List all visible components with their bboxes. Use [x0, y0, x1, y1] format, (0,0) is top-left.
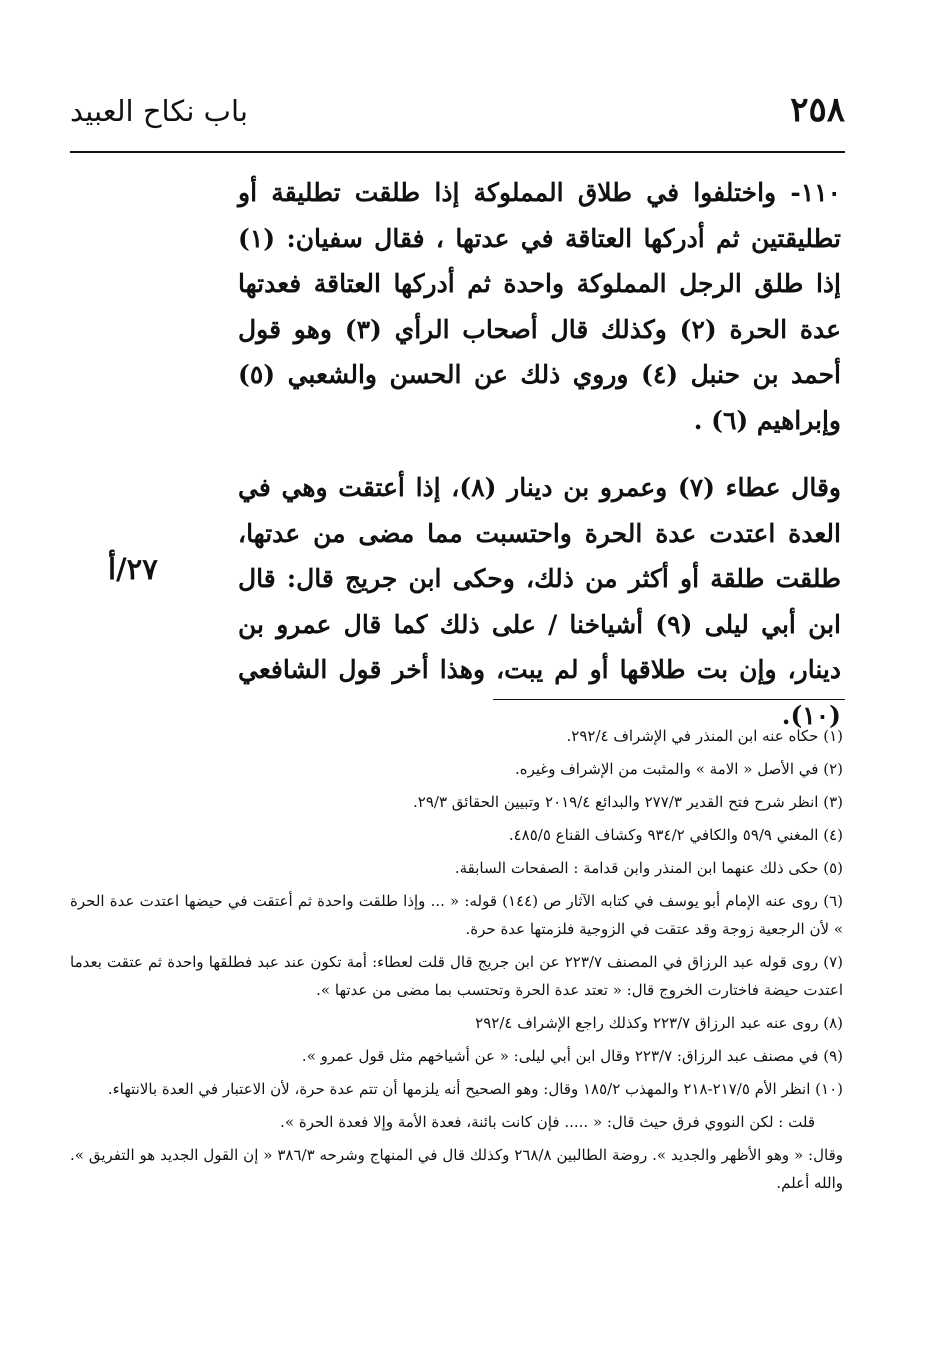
footnote-6: (٦) روى عنه الإمام أبو يوسف في كتابه الآثار ص (١٤٤) قوله: « ... وإذا طلقت واحدة ثم أعتقت في حيضها اعتدت عدة الحرة » لأن الرجعية زوجة وقد عتقت في الزوجية فلزمتها عدة حرة. — [70, 892, 843, 938]
footnote-10-continuation: وقال: « وهو الأظهر والجديد ». روضة الطالبين ٢٦٨/٨ وكذلك قال في المنهاج وشرحه ٣٨٦/٣ « إن القول الجديد هو التفريق ». والله أعلم. — [70, 1146, 843, 1192]
page-header — [70, 88, 845, 148]
manuscript-folio-marker: ٢٧/أ — [108, 552, 158, 586]
footnote-1: (١) حكاه عنه ابن المنذر في الإشراف ٢٩٢/٤. — [566, 727, 843, 745]
footnote-divider — [493, 699, 845, 700]
page-number: ٢٥٨ — [790, 90, 845, 130]
main-text — [238, 170, 841, 738]
footnote-3: (٣) انظر شرح فتح القدير ٢٧٧/٣ والبدائع ٢٠١٩/٤ وتبيين الحقائق ٢٩/٣. — [413, 793, 843, 811]
paragraph-110: ١١٠- واختلفوا في طلاق المملوكة إذا طلقت تطليقة أو تطليقتين ثم أدركها العتاقة في عدتها ، فقال سفيان: (١) إذا طلق الرجل المملوكة واحدة ثم أدركها العتاقة فعدتها عدة الحرة (٢) وكذلك قال أصحاب الرأي (٣) وهو قول أحمد بن حنبل (٤) وروي ذلك عن الحسن والشعبي (٥) وإبراهيم (٦) . — [238, 178, 842, 435]
footnote-10: (١٠) انظر الأم ٢١٧/٥-٢١٨ والمهذب ١٨٥/٢ وقال: وهو الصحيح أنه يلزمها أن تتم عدة حرة، لأن الاعتبار في العدة بالانتهاء. — [107, 1080, 843, 1098]
footnote-10-remark: قلت : لكن النووي فرق حيث قال: « ..... فإن كانت بائنة، فعدة الأمة وإلا فعدة الحرة ». — [280, 1113, 815, 1131]
footnote-9: (٩) في مصنف عبد الرزاق: ٢٢٣/٧ وقال ابن أبي ليلى: « عن أشياخهم مثل قول عمرو ». — [301, 1047, 843, 1065]
header-divider — [70, 151, 845, 153]
footnote-7: (٧) روى قوله عبد الرزاق في المصنف ٢٢٣/٧ عن ابن جريج قال قلت لعطاء: أمة تكون عند عبد فطلقها واحدة ثم عتقت بعدما اعتدت حيضة فاختارت الخروج قال: « تعتد عدة الحرة وتحتسب بما مضى من عدتها ». — [70, 953, 843, 999]
footnotes — [70, 722, 843, 1202]
paragraph-continuation: وقال عطاء (٧) وعمرو بن دينار (٨)، إذا أعتقت وهي في العدة اعتدت عدة الحرة واحتسبت مما مضى من عدتها، طلقت طلقة أو أكثر من ذلك، وحكى ابن جريج قال: قال ابن أبي ليلى (٩) أشياخنا / على ذلك كما قال عمرو بن دينار، وإن بت طلاقها أو لم يبت، وهذا أخر قول الشافعي (١٠). — [238, 473, 842, 730]
running-title: باب نكاح العبيد — [70, 94, 248, 128]
footnote-4: (٤) المغني ٥٩/٩ والكافي ٩٣٤/٢ وكشاف القناع ٤٨٥/٥. — [508, 826, 843, 844]
footnote-5: (٥) حكى ذلك عنهما ابن المنذر وابن قدامة : الصفحات السابقة. — [454, 859, 843, 877]
footnote-2: (٢) في الأصل « الامة » والمثبت من الإشراف وغيره. — [514, 760, 843, 778]
footnote-8: (٨) روى عنه عبد الرزاق ٢٢٣/٧ وكذلك راجع الإشراف ٢٩٢/٤ — [475, 1014, 843, 1032]
